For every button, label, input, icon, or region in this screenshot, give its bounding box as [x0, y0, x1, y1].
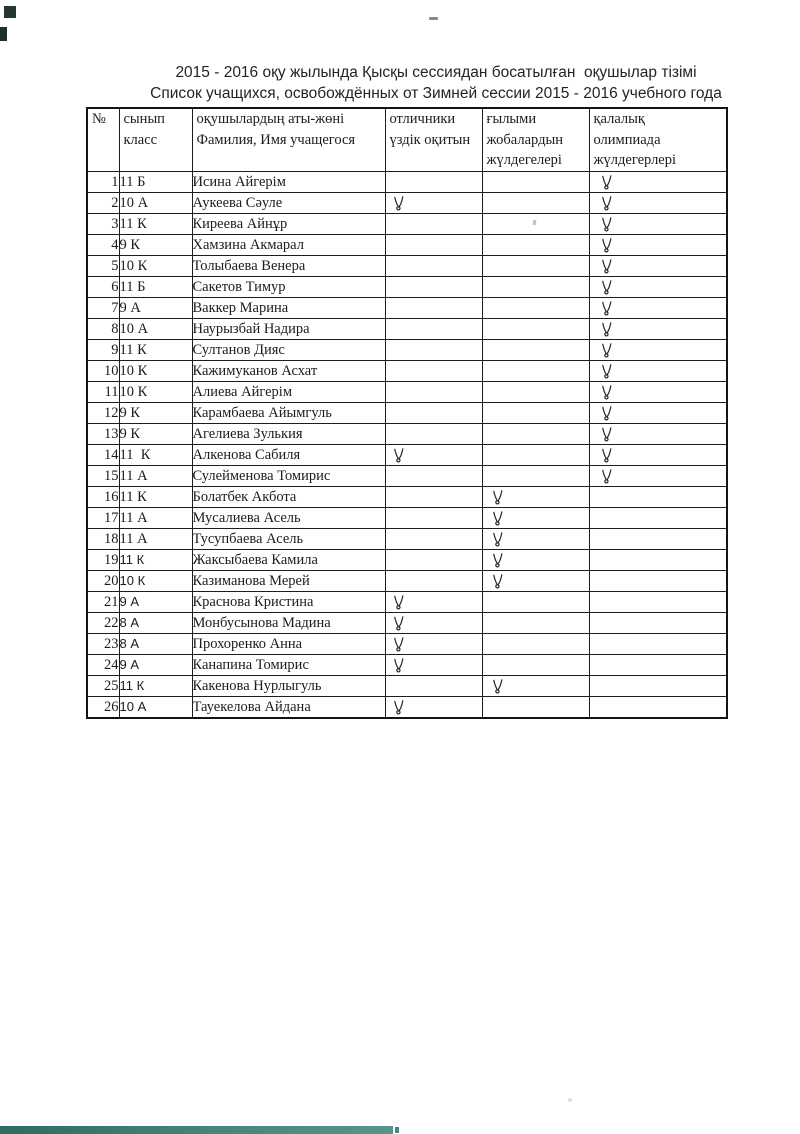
check-icon [393, 658, 404, 673]
cell-student-name: Толыбаева Венера [192, 256, 385, 277]
cell-olympiad-prize-empty [589, 571, 727, 592]
column-header-line: Фамилия, Имя учащегося [196, 131, 356, 148]
cell-number: 1 [87, 172, 119, 193]
cell-excellent-checked [385, 193, 482, 214]
cell-olympiad-prize-empty [589, 697, 727, 719]
column-header-line: олимпиада [593, 131, 661, 148]
column-header-science [482, 108, 589, 172]
cell-student-name: Какенова Нурлыгуль [192, 676, 385, 697]
cell-excellent-empty [385, 508, 482, 529]
cell-number: 15 [87, 466, 119, 487]
cell-class: 11 А [119, 508, 192, 529]
cell-class: 11 К [119, 340, 192, 361]
cell-excellent-checked [385, 592, 482, 613]
cell-number: 5 [87, 256, 119, 277]
cell-class: 11 К [119, 550, 192, 571]
cell-science-prize-checked [482, 508, 589, 529]
student-row [87, 340, 727, 361]
cell-student-name: Канапина Томирис [192, 655, 385, 676]
cell-science-prize-empty [482, 172, 589, 193]
scan-artifact-bottom-strip [395, 1127, 399, 1133]
cell-olympiad-prize-checked [589, 193, 727, 214]
cell-class: 9 А [119, 298, 192, 319]
cell-excellent-empty [385, 340, 482, 361]
check-icon [601, 217, 612, 232]
cell-student-name: Агелиева Зулькия [192, 424, 385, 445]
cell-olympiad-prize-checked [589, 382, 727, 403]
check-icon [601, 448, 612, 463]
table-body [87, 172, 727, 719]
check-icon [601, 175, 612, 190]
cell-olympiad-prize-empty [589, 508, 727, 529]
cell-excellent-checked [385, 613, 482, 634]
cell-excellent-empty [385, 298, 482, 319]
check-icon [601, 406, 612, 421]
cell-number: 7 [87, 298, 119, 319]
cell-number: 3 [87, 214, 119, 235]
column-header-line: № [92, 111, 106, 127]
cell-student-name: Кажимуканов Асхат [192, 361, 385, 382]
cell-student-name: Султанов Дияс [192, 340, 385, 361]
cell-number: 2 [87, 193, 119, 214]
cell-number: 6 [87, 277, 119, 298]
cell-olympiad-prize-empty [589, 676, 727, 697]
cell-number: 10 [87, 361, 119, 382]
cell-student-name: Прохоренко Анна [192, 634, 385, 655]
cell-science-prize-empty [482, 613, 589, 634]
cell-student-name: Казиманова Мерей [192, 571, 385, 592]
column-header-line: жүлдегелері [486, 152, 562, 168]
check-icon [601, 301, 612, 316]
document-title-block [0, 62, 800, 104]
check-icon [601, 385, 612, 400]
student-row [87, 634, 727, 655]
cell-excellent-empty [385, 214, 482, 235]
cell-student-name: Исина Айгерім [192, 172, 385, 193]
cell-science-prize-empty [482, 340, 589, 361]
cell-olympiad-prize-checked [589, 466, 727, 487]
check-icon [601, 322, 612, 337]
student-row [87, 529, 727, 550]
cell-excellent-empty [385, 172, 482, 193]
cell-science-prize-empty [482, 466, 589, 487]
cell-excellent-empty [385, 466, 482, 487]
student-row [87, 403, 727, 424]
student-row [87, 361, 727, 382]
cell-number: 20 [87, 571, 119, 592]
check-icon [601, 280, 612, 295]
document-title-kazakh: 2015 - 2016 оқу жылында Қысқы сессиядан босатылған оқушылар тізімі [175, 64, 697, 81]
column-header-line: класс [123, 131, 158, 148]
cell-olympiad-prize-checked [589, 298, 727, 319]
student-row [87, 655, 727, 676]
cell-number: 16 [87, 487, 119, 508]
cell-olympiad-prize-checked [589, 277, 727, 298]
cell-number: 18 [87, 529, 119, 550]
cell-olympiad-prize-empty [589, 529, 727, 550]
cell-olympiad-prize-checked [589, 361, 727, 382]
check-icon [492, 679, 503, 694]
cell-student-name: Сакетов Тимур [192, 277, 385, 298]
cell-number: 23 [87, 634, 119, 655]
cell-number: 22 [87, 613, 119, 634]
table-header-row [87, 108, 727, 172]
column-header-line: жобалардын [486, 131, 563, 148]
student-row [87, 487, 727, 508]
cell-excellent-empty [385, 424, 482, 445]
cell-class: 11 К [119, 214, 192, 235]
cell-excellent-empty [385, 319, 482, 340]
student-row [87, 445, 727, 466]
cell-science-prize-empty [482, 193, 589, 214]
scan-artifact-speck [568, 1098, 572, 1102]
cell-science-prize-empty [482, 277, 589, 298]
table-header [87, 108, 727, 172]
cell-science-prize-empty [482, 235, 589, 256]
cell-number: 25 [87, 676, 119, 697]
cell-science-prize-empty [482, 319, 589, 340]
cell-science-prize-empty [482, 403, 589, 424]
cell-class: 10 А [119, 193, 192, 214]
cell-olympiad-prize-checked [589, 319, 727, 340]
cell-class: 10 К [119, 361, 192, 382]
cell-olympiad-prize-checked [589, 214, 727, 235]
cell-olympiad-prize-checked [589, 235, 727, 256]
cell-class: 11 Б [119, 172, 192, 193]
cell-student-name: Хамзина Акмарал [192, 235, 385, 256]
cell-number: 24 [87, 655, 119, 676]
cell-olympiad-prize-empty [589, 655, 727, 676]
student-row [87, 298, 727, 319]
column-header-line: жүлдегерлері [593, 152, 677, 168]
cell-science-prize-empty [482, 655, 589, 676]
cell-number: 21 [87, 592, 119, 613]
cell-science-prize-empty [482, 298, 589, 319]
check-icon [601, 364, 612, 379]
student-row [87, 172, 727, 193]
check-icon [492, 490, 503, 505]
cell-number: 14 [87, 445, 119, 466]
cell-student-name: Краснова Кристина [192, 592, 385, 613]
cell-science-prize-checked [482, 571, 589, 592]
student-row [87, 214, 727, 235]
cell-student-name: Аукеева Сәуле [192, 193, 385, 214]
cell-class: 9 К [119, 424, 192, 445]
cell-student-name: Тауекелова Айдана [192, 697, 385, 719]
cell-number: 13 [87, 424, 119, 445]
student-row [87, 550, 727, 571]
cell-olympiad-prize-checked [589, 172, 727, 193]
cell-science-prize-empty [482, 361, 589, 382]
column-header-excellent [385, 108, 482, 172]
cell-student-name: Алкенова Сабиля [192, 445, 385, 466]
cell-science-prize-empty [482, 445, 589, 466]
cell-excellent-empty [385, 676, 482, 697]
student-row [87, 193, 727, 214]
cell-class: 11 Б [119, 277, 192, 298]
check-icon [393, 700, 404, 715]
cell-olympiad-prize-empty [589, 550, 727, 571]
cell-excellent-checked [385, 445, 482, 466]
cell-student-name: Болатбек Акбота [192, 487, 385, 508]
cell-excellent-empty [385, 529, 482, 550]
student-row [87, 571, 727, 592]
student-row [87, 466, 727, 487]
student-row [87, 697, 727, 719]
student-row [87, 592, 727, 613]
cell-olympiad-prize-checked [589, 403, 727, 424]
cell-number: 17 [87, 508, 119, 529]
cell-olympiad-prize-checked [589, 340, 727, 361]
cell-science-prize-empty [482, 592, 589, 613]
cell-excellent-empty [385, 550, 482, 571]
cell-class: 11 К [119, 445, 192, 466]
cell-science-prize-checked [482, 676, 589, 697]
cell-olympiad-prize-checked [589, 445, 727, 466]
cell-number: 8 [87, 319, 119, 340]
cell-student-name: Алиева Айгерім [192, 382, 385, 403]
cell-number: 11 [87, 382, 119, 403]
scan-artifact-bottom-strip [0, 1126, 393, 1134]
check-icon [601, 196, 612, 211]
cell-student-name: Мусалиева Асель [192, 508, 385, 529]
cell-excellent-empty [385, 403, 482, 424]
cell-science-prize-empty [482, 256, 589, 277]
cell-number: 26 [87, 697, 119, 719]
cell-class: 10 К [119, 571, 192, 592]
column-header-line: оқушылардың аты-жөні [196, 111, 345, 127]
cell-class: 10 К [119, 256, 192, 277]
scan-artifact-corner-square [4, 6, 16, 18]
cell-class: 9 А [119, 655, 192, 676]
cell-class: 9 К [119, 403, 192, 424]
cell-olympiad-prize-empty [589, 613, 727, 634]
column-header-line: отличники [389, 111, 456, 127]
check-icon [601, 259, 612, 274]
cell-excellent-checked [385, 634, 482, 655]
cell-class: 10 А [119, 697, 192, 719]
cell-science-prize-empty [482, 424, 589, 445]
scan-artifact-corner-square [0, 27, 7, 41]
check-icon [601, 238, 612, 253]
cell-class: 8 А [119, 613, 192, 634]
check-icon [601, 469, 612, 484]
scan-artifact-dash [429, 17, 438, 20]
check-icon [393, 196, 404, 211]
cell-student-name: Ваккер Марина [192, 298, 385, 319]
check-icon [492, 574, 503, 589]
student-row [87, 235, 727, 256]
cell-class: 11 А [119, 529, 192, 550]
check-icon [601, 427, 612, 442]
cell-class: 11 А [119, 466, 192, 487]
students-table [86, 107, 728, 719]
cell-science-prize-checked [482, 487, 589, 508]
column-header-name [192, 108, 385, 172]
student-row [87, 613, 727, 634]
column-header-line: сынып [123, 111, 165, 127]
cell-science-prize-empty [482, 697, 589, 719]
cell-science-prize-checked [482, 550, 589, 571]
cell-number: 9 [87, 340, 119, 361]
cell-excellent-empty [385, 361, 482, 382]
column-header-olympiad [589, 108, 727, 172]
cell-student-name: Карамбаева Айымгуль [192, 403, 385, 424]
cell-excellent-empty [385, 277, 482, 298]
student-row [87, 277, 727, 298]
cell-science-prize-checked [482, 529, 589, 550]
cell-number: 4 [87, 235, 119, 256]
cell-excellent-empty [385, 256, 482, 277]
check-icon [393, 637, 404, 652]
column-header-num [87, 108, 119, 172]
cell-excellent-empty [385, 382, 482, 403]
cell-student-name: Сулейменова Томирис [192, 466, 385, 487]
cell-excellent-checked [385, 697, 482, 719]
cell-class: 11 К [119, 487, 192, 508]
cell-student-name: Тусупбаева Асель [192, 529, 385, 550]
cell-excellent-empty [385, 235, 482, 256]
cell-excellent-empty [385, 487, 482, 508]
cell-student-name: Наурызбай Надира [192, 319, 385, 340]
cell-student-name: Монбусынова Мадина [192, 613, 385, 634]
student-row [87, 676, 727, 697]
document-title-russian: Список учащихся, освобождённых от Зимней сессии 2015 - 2016 учебного года [150, 85, 722, 102]
cell-class: 8 А [119, 634, 192, 655]
column-header-line: ғылыми [486, 111, 537, 127]
check-icon [601, 343, 612, 358]
student-row [87, 382, 727, 403]
cell-olympiad-prize-checked [589, 256, 727, 277]
cell-science-prize-empty [482, 214, 589, 235]
student-row [87, 319, 727, 340]
cell-class: 9 К [119, 235, 192, 256]
column-header-line: қалалық [593, 111, 645, 127]
column-header-line: үздік оқитын [389, 131, 471, 148]
column-header-class [119, 108, 192, 172]
cell-number: 19 [87, 550, 119, 571]
cell-number: 12 [87, 403, 119, 424]
cell-class: 10 А [119, 319, 192, 340]
cell-science-prize-empty [482, 382, 589, 403]
cell-class: 9 А [119, 592, 192, 613]
cell-student-name: Киреева Айнұр [192, 214, 385, 235]
check-icon [393, 595, 404, 610]
cell-olympiad-prize-checked [589, 424, 727, 445]
check-icon [393, 448, 404, 463]
student-row [87, 508, 727, 529]
cell-excellent-checked [385, 655, 482, 676]
check-icon [492, 511, 503, 526]
check-icon [393, 616, 404, 631]
cell-class: 11 К [119, 676, 192, 697]
cell-student-name: Жаксыбаева Камила [192, 550, 385, 571]
cell-olympiad-prize-empty [589, 634, 727, 655]
cell-class: 10 К [119, 382, 192, 403]
cell-olympiad-prize-empty [589, 487, 727, 508]
student-row [87, 424, 727, 445]
check-icon [492, 553, 503, 568]
cell-olympiad-prize-empty [589, 592, 727, 613]
check-icon [492, 532, 503, 547]
student-row [87, 256, 727, 277]
cell-science-prize-empty [482, 634, 589, 655]
cell-excellent-empty [385, 571, 482, 592]
